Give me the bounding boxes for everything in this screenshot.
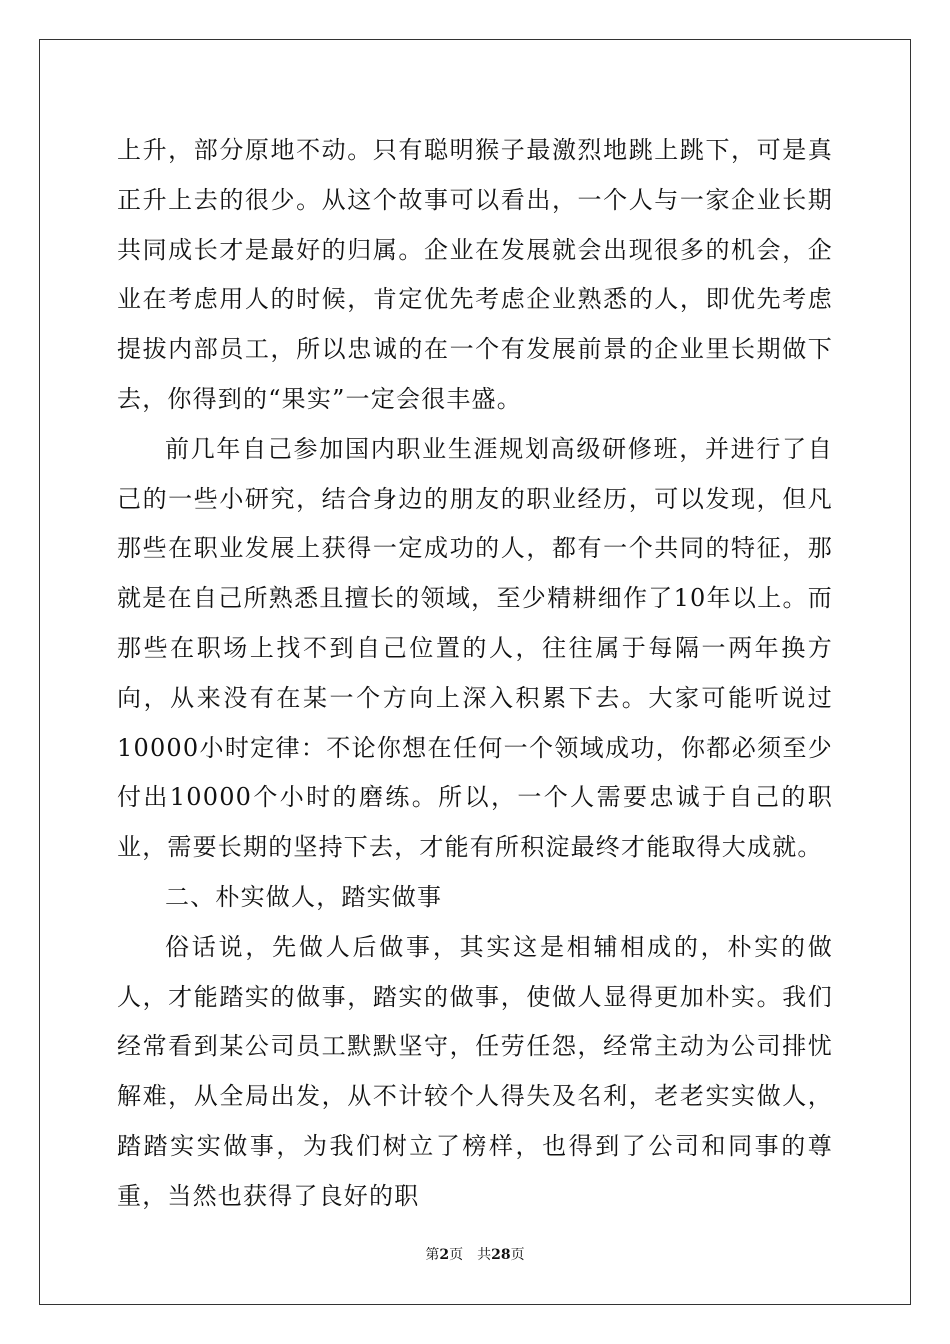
page-unit: 页 [449,1247,464,1263]
total-prefix: 共 [477,1247,492,1263]
page-number: 2 [439,1247,450,1263]
paragraph-integrity: 俗话说，先做人后做事，其实这是相辅相成的，朴实的做人，才能踏实的做事，踏实的做事，使做人显得更加朴实。我们经常看到某公司员工默默坚守，任劳任怨，经常主动为公司排忧解难，从全局出发，从不计较个人得失及名利，老老实实做人，踏踏实实做事，为我们树立了榜样，也得到了公司和同事的尊重，当然也获得了良好的职 [117,932,833,1210]
paragraph-career-research: 前几年自己参加国内职业生涯规划高级研修班，并进行了自己的一些小研究，结合身边的朋友的职业经历，可以发现，但凡那些在职业发展上获得一定成功的人，都有一个共同的特征，那就是在自己所熟悉且擅长的领域，至少精耕细作了10年以上。而那些在职场上找不到自己位置的人，往往属于每隔一两年换方向，从来没有在某一个方向上深入积累下去。大家可能听说过10000小时定律：不论你想在任何一个领域成功，你都必须至少付出10000个小时的磨练。所以，一个人需要忠诚于自己的职业，需要长期的坚持下去，才能有所积淀最终才能取得大成就。 [117,434,833,862]
section-heading: 二、朴实做人，踏实做事 [165,882,443,911]
paragraph-continued: 上升，部分原地不动。只有聪明猴子最激烈地跳上跳下，可是真正升上去的很少。从这个故事可以看出，一个人与一家企业长期共同成长才是最好的归属。企业在发展就会出现很多的机会，企业在考虑用人的时候，肯定优先考虑企业熟悉的人，即优先考虑提拔内部员工，所以忠诚的在一个有发展前景的企业里长期做下去，你得到的“果实”一定会很丰盛。 [117,136,833,413]
document-body [117,126,833,1222]
page-total: 28 [491,1247,511,1263]
page-footer [0,1245,950,1265]
page-prefix: 第 [425,1247,440,1263]
total-unit: 页 [510,1247,525,1263]
